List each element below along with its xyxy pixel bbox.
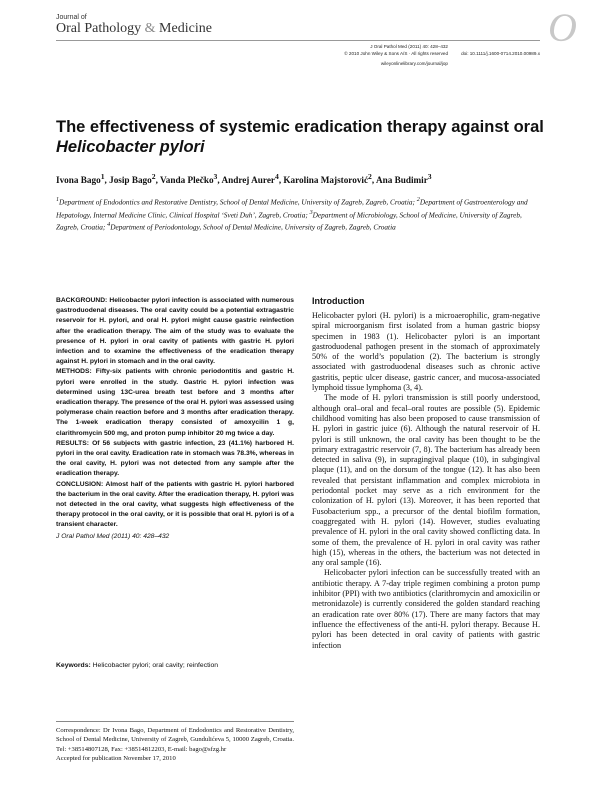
accepted-date: Accepted for publication November 17, 2010 [56, 755, 176, 763]
journal-ampersand: & [144, 21, 156, 36]
author: Vanda Plečko$^3$, [160, 172, 222, 186]
background-text: Helicobacter pylori infection is associated with numerous gastroduodenal diseases. The oral cavity could be a potential extragastric reservoir for H. pylori, and oral H. pylori might cause gastric reinfection after the eradication therapy. The aim of the study was to evaluate the presence of H. pylori in oral cavity of patients with gastric H. pylori infection and to examine the effectiveness of the eradication therapy against H. pylori in stomach and in the oral cavity. [56, 297, 294, 366]
article-title [56, 117, 546, 157]
title-part-a: The effectiveness of systemic eradication therapy against oral [56, 118, 544, 136]
keywords [56, 662, 294, 669]
author: Karolina Majstorović$^2$, [283, 172, 376, 186]
author: Andrej Aurer$^4$, [221, 172, 284, 186]
affiliation: Department of Gastroenterology and Hepatology, Internal Medicine Clinic, Clinical Hospital ‘Sveti Duh’, Zagreb, Croatia; [56, 197, 528, 220]
affiliation: Department of Microbiology, School of Medicine, University of Zagreb, Zagreb, Croatia; [56, 210, 522, 232]
journal-name-a: Oral Pathology [56, 21, 145, 36]
affiliations: $^1$Department of Endodontics and Restorative Dentistry, School of Dental Medicine, University of Zagreb, Zagreb, Croatia; $^2$Department of Gastroenterology and Hepatology, Internal Medicine Clinic, Clinical Hospital ‘Sveti Duh’, Zagreb, Croatia; $^3$Department of Microbiology, School of Medicine, University of Zagreb, Zagreb, Croatia; $^4$Department of Periodontology, School of Dental Medicine, University of Zagreb, Zagreb, Croatia [56, 197, 528, 232]
methods-text: Fifty-six patients with chronic periodontitis and gastric H. pylori were enrolled in the study. Gastric H. pylori infection was determined using 13C-urea breath test before and 3 months after eradication therapy. The presence of the oral H. pylori was assessed using polymerase chain reaction before and 3 months after eradication therapy. The 1-week eradication therapy consisted of amoxycilin 1 g, clarithromycin 500 mg, and proton pump inhibitor 20 mg twice a day. [56, 368, 295, 437]
author: Ivona Bago$^1$, [56, 172, 110, 186]
title-part-b: Helicobacter pylori [56, 138, 205, 156]
background-label: BACKGROUND: [56, 297, 108, 304]
author: Ana Budimir$^3$ [375, 172, 432, 186]
header-doi[interactable]: doi: 10.1111/j.1600-0714.2010.00989.x [461, 51, 540, 56]
journal-prefix: Journal of [56, 14, 87, 21]
conclusion-text: Almost half of the patients with gastric H. pylori harbored the bacterium in the oral cavity. After the eradication therapy, H. pylori was not detected in the oral cavity, what suggests high effectiveness of the therapy protocol in the oral cavity, or it is possible that oral H. pylori is of a transient character. [56, 480, 294, 529]
methods-label: METHODS: [56, 368, 92, 376]
results-label: RESULTS: [56, 439, 89, 447]
header-website[interactable]: wileyonlinelibrary.com/journal/jop [380, 61, 448, 66]
journal-logo-mark: O [548, 5, 577, 50]
section-heading-introduction: Introduction [312, 296, 365, 306]
results-text: Of 56 subjects with gastric infection, 23 (41.1%) harbored H. pylori in the oral cavity. Eradication rate in stomach was 78.3%, whereas in the oral cavity, H. pylori was not detected from any sample after the eradication therapy. [56, 439, 294, 478]
conclusion-label: CONCLUSION: [56, 480, 104, 488]
affiliation: Department of Periodontology, School of Dental Medicine, University of Zagreb, Zagreb, Croatia [110, 222, 396, 232]
intro-paragraph: Helicobacter pylori (H. pylori) is a microaerophilic, gram-negative spiral microorganism first isolated from a human gastric biopsy specimen in 1983 (1). Helicobacter pylori is an important gastroduodenal pathogen present in the stomach of approximately 50% of the world’s population (2). The bacterium is strongly associated with gastroduodenal diseases such as chronic active gastritis, peptic ulcer disease, gastric cancer, and mucosa-associated lymphoid tissue lymphoma (3, 4). [312, 311, 540, 393]
author-list [56, 172, 546, 185]
keywords-text: Helicobacter pylori; oral cavity; reinfection [92, 662, 219, 669]
header-citation: J Oral Pathol Med (2011) 40: 428–432 [370, 44, 448, 49]
header-copyright: © 2010 John Wiley & Sons A/S · All rights reserved [344, 51, 448, 56]
intro-paragraph: The mode of H. pylori transmission is still poorly understood, although oral–oral and fecal–oral routes are possible (5). Epidemic childhood vomiting has also been proposed to cause transmission of H. pylori in gastric juice (6). Although the natural reservoir of H. pylori is still unknown, the oral cavity has been thought to be the primary extragastric reservoir (7, 8). The bacterium has already been detected in saliva (9), in supragingival plaque (10), in subgingival plaque (11), and on the dorsum of the tongue (12). It has also been revealed that persistant inflammation and complex microbiota in periodontal pocket may serve as a rich environment for the colonization of H. pylori (13). Moreover, it has been reported that Fusobacterium spp., a precursor of the dental biofilm formation, coaggregated with H. pylori (14). However, studies evaluating prevalence of H. pylori in the oral cavity showed conflicting data. In some of them, the prevalence of H. pylori in oral cavity was rather high (15), whereas in the others, the bacterium was not detected in any oral sample (16). [312, 393, 540, 568]
abstract-citation: J Oral Pathol Med (2011) 40: 428–432 [56, 532, 170, 540]
keywords-label: Keywords: [56, 662, 91, 669]
header-rule [56, 40, 540, 41]
author: Josip Bago$^2$, [109, 172, 161, 186]
introduction-body [312, 311, 540, 651]
correspondence [56, 726, 294, 764]
correspondence-text: Correspondence: Dr Ivona Bago, Department of Endodontics and Restorative Dentistry, School of Dental Medicine, University of Zagreb, Gundulićeva 5, 10000 Zagreb, Croatia. Tel: +38514807128, Fax: +38514812203, E-mail: bago@sfzg.hr [56, 727, 294, 753]
journal-name [56, 21, 212, 37]
abstract [56, 296, 294, 542]
correspondence-rule [56, 721, 294, 722]
affiliation: Department of Endodontics and Restorative Dentistry, School of Dental Medicine, University of Zagreb, Zagreb, Croatia; [59, 197, 415, 207]
intro-paragraph: Helicobacter pylori infection can be successfully treated with an antibiotic therapy. A 7-day triple regimen combining a proton pump inhibitor (PPI) with two antibiotics (clarithromycin and amoxicilin or metronidazole) is currently considered the golden standard reaching an eradication rate over 80% (17). There are many factors that may influence the effectiveness of the anti-H. pylori therapy. Because H. pylori has been detected in oral cavity of patients with gastric infection [312, 568, 540, 650]
journal-name-b: Medicine [155, 21, 212, 36]
